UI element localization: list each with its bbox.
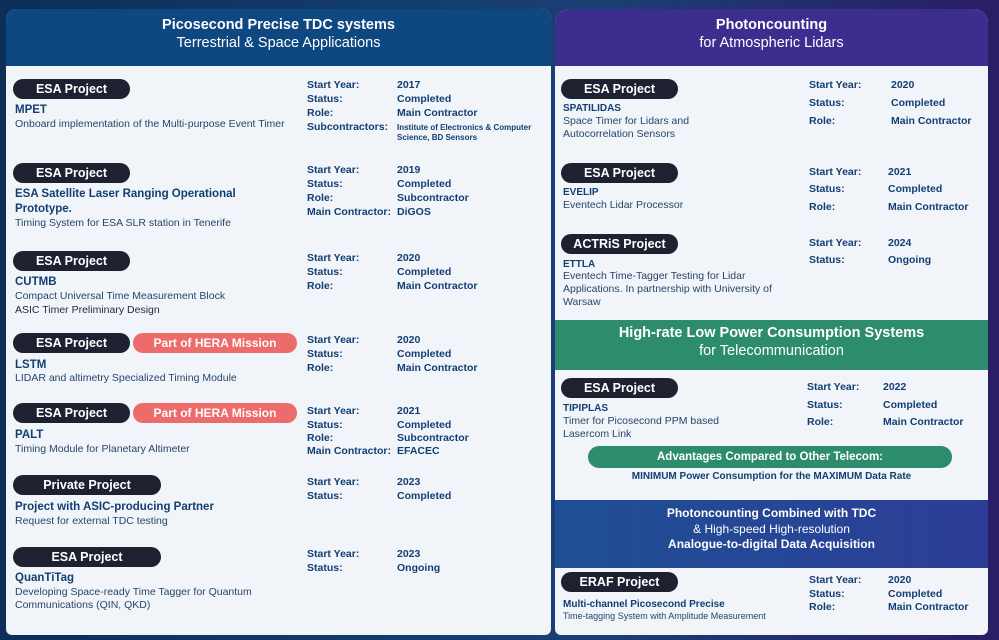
- field-label: Role:: [809, 601, 836, 613]
- project-badge: ESA Project: [561, 79, 678, 99]
- field-value: 2020: [888, 574, 912, 586]
- field-value: Main Contractor: [883, 416, 964, 428]
- field-label: Role:: [809, 201, 836, 213]
- project-description: Compact Universal Time Measurement Block: [15, 290, 226, 302]
- field-value: Completed: [397, 419, 452, 431]
- project-details: [307, 476, 547, 506]
- field-label: Subcontractors:: [307, 121, 389, 133]
- field-label: Start Year:: [307, 405, 360, 417]
- telecom-section-header: [555, 320, 988, 370]
- field-value: Completed: [397, 490, 452, 502]
- field-value: Main Contractor: [397, 107, 478, 119]
- left-panel-header: [6, 9, 551, 66]
- field-label: Role:: [307, 362, 334, 374]
- field-value: Main Contractor: [888, 601, 969, 613]
- photoncounting-tdc-line3: Analogue-to-digital Data Acquisition: [668, 537, 875, 551]
- project-badge: ESA Project: [13, 163, 130, 183]
- field-value: 2021: [888, 166, 912, 178]
- right-panel-title: Photoncounting: [715, 17, 828, 33]
- project-details: [307, 405, 547, 465]
- project-badge: ESA Project: [561, 378, 678, 398]
- field-value: Completed: [891, 97, 946, 109]
- project-badge: ESA Project: [13, 251, 130, 271]
- project-name: QuanTiTag: [15, 572, 74, 584]
- project-description: Request for external TDC testing: [15, 515, 168, 527]
- project-name: SPATILIDAS: [563, 103, 621, 114]
- field-label: Role:: [307, 432, 334, 444]
- field-label: Start Year:: [807, 381, 860, 393]
- project-details: [809, 79, 984, 127]
- project-description: Space Timer for Lidars and Autocorrelation Sensors: [563, 115, 690, 140]
- field-value: 2017: [397, 79, 421, 91]
- left-panel-title: Picosecond Precise TDC systems: [162, 17, 395, 33]
- project-name: ETTLA: [563, 259, 596, 270]
- project-badge: ESA Project: [561, 163, 678, 183]
- field-label: Start Year:: [809, 79, 862, 91]
- hera-mission-badge: Part of HERA Mission: [133, 333, 297, 353]
- field-label: Role:: [307, 192, 334, 204]
- field-label: Start Year:: [307, 164, 360, 176]
- field-value: 2020: [397, 252, 421, 264]
- field-value: Subcontractor: [397, 432, 469, 444]
- field-value: 2023: [397, 476, 421, 488]
- project-description: Time-tagging System with Amplitude Measurement: [563, 611, 766, 621]
- field-label: Status:: [307, 490, 343, 502]
- project-badge: ACTRiS Project: [561, 234, 678, 254]
- field-label: Status:: [809, 254, 845, 266]
- project-description: Developing Space-ready Time Tagger for Quantum Communications (QIN, QKD): [15, 586, 252, 611]
- field-value: Completed: [888, 588, 943, 600]
- field-label: Status:: [307, 93, 343, 105]
- project-name: MPET: [15, 104, 47, 116]
- field-label: Start Year:: [307, 476, 360, 488]
- project-name: CUTMB: [15, 276, 57, 288]
- project-badge: ESA Project: [13, 547, 161, 567]
- field-label: Start Year:: [809, 166, 862, 178]
- field-value: Completed: [397, 93, 452, 105]
- project-badge: ESA Project: [13, 403, 130, 423]
- field-value: DiGOS: [397, 206, 431, 218]
- right-panel-subtitle: for Atmospheric Lidars: [699, 35, 844, 51]
- field-label: Status:: [807, 399, 843, 411]
- field-label: Status:: [809, 97, 845, 109]
- field-value: Ongoing: [888, 254, 932, 266]
- field-label: Role:: [807, 416, 834, 428]
- project-badge: ERAF Project: [561, 572, 678, 592]
- project-badge: ESA Project: [13, 333, 130, 353]
- field-label: Start Year:: [809, 237, 862, 249]
- field-value: 2021: [397, 405, 421, 417]
- field-label: Status:: [307, 178, 343, 190]
- field-value: 2019: [397, 164, 421, 176]
- field-label: Main Contractor:: [307, 445, 391, 457]
- project-name: LSTM: [15, 359, 47, 371]
- telecom-section-title: High-rate Low Power Consumption Systems: [618, 325, 925, 341]
- field-value: Main Contractor: [397, 362, 478, 374]
- field-label: Start Year:: [307, 548, 360, 560]
- field-value: Main Contractor: [888, 201, 969, 213]
- project-name: Project with ASIC-producing Partner: [15, 501, 214, 513]
- project-details: [307, 252, 547, 297]
- photoncounting-tdc-header: [555, 500, 988, 568]
- project-details: [307, 548, 547, 578]
- field-value: 2024: [888, 237, 912, 249]
- project-description: Eventech Lidar Processor: [563, 199, 684, 211]
- field-value: 2020: [891, 79, 915, 91]
- field-value: Ongoing: [397, 562, 441, 574]
- photoncounting-panel: [555, 9, 988, 635]
- field-label: Status:: [809, 183, 845, 195]
- project-badge: Private Project: [13, 475, 161, 495]
- field-label: Main Contractor:: [307, 206, 391, 218]
- project-details: [807, 381, 985, 426]
- field-value: 2023: [397, 548, 421, 560]
- project-description: Timing Module for Planetary Altimeter: [15, 443, 190, 455]
- project-description-secondary: ASIC Timer Preliminary Design: [15, 304, 160, 316]
- field-value: EFACEC: [397, 445, 440, 457]
- project-details: [809, 574, 984, 619]
- field-label: Start Year:: [307, 334, 360, 346]
- hera-mission-badge: Part of HERA Mission: [133, 403, 297, 423]
- photoncounting-tdc-line1: Photoncounting Combined with TDC: [666, 506, 877, 520]
- field-label: Status:: [809, 588, 845, 600]
- field-label: Status:: [307, 562, 343, 574]
- field-label: Start Year:: [307, 252, 360, 264]
- project-description: Onboard implementation of the Multi-purpose Event Timer: [15, 118, 285, 130]
- advantages-label: Advantages Compared to Other Telecom:: [588, 446, 952, 468]
- field-label: Role:: [307, 107, 334, 119]
- project-name: TIPIPLAS: [563, 403, 609, 414]
- left-panel-subtitle: Terrestrial & Space Applications: [176, 35, 381, 51]
- project-description: Timer for Picosecond PPM based Lasercom Link: [563, 415, 720, 440]
- project-description: Timing System for ESA SLR station in Tenerife: [15, 217, 231, 229]
- field-label: Start Year:: [307, 79, 360, 91]
- project-name: Multi-channel Picosecond Precise: [563, 599, 725, 610]
- field-value: Completed: [883, 399, 938, 411]
- project-details: [307, 164, 547, 224]
- right-panel-header: [555, 9, 988, 66]
- field-label: Start Year:: [809, 574, 862, 586]
- telecom-section-subtitle: for Telecommunication: [699, 343, 844, 359]
- field-value: Main Contractor: [397, 280, 478, 292]
- field-value: Subcontractor: [397, 192, 469, 204]
- project-details: [809, 166, 984, 211]
- field-value: 2020: [397, 334, 421, 346]
- project-details: [809, 237, 984, 267]
- field-value: Completed: [397, 178, 452, 190]
- field-label: Status:: [307, 348, 343, 360]
- project-description: LIDAR and altimetry Specialized Timing Module: [15, 372, 237, 384]
- project-details: [307, 334, 547, 379]
- project-description: Eventech Time-Tagger Testing for Lidar Applications. In partnership with University of Warsaw: [563, 270, 772, 308]
- project-name: PALT: [15, 429, 44, 441]
- field-label: Role:: [809, 115, 836, 127]
- project-details: [307, 79, 547, 149]
- field-label: Role:: [307, 280, 334, 292]
- advantages-text: MINIMUM Power Consumption for the MAXIMUM Data Rate: [631, 471, 912, 482]
- project-name: ESA Satellite Laser Ranging Operational Prototype.: [15, 188, 236, 215]
- field-value: Completed: [888, 183, 943, 195]
- field-value: Completed: [397, 266, 452, 278]
- photoncounting-tdc-line2: & High-speed High-resolution: [693, 521, 850, 536]
- project-badge: ESA Project: [13, 79, 130, 99]
- field-label: Status:: [307, 266, 343, 278]
- field-value: Institute of Electronics & Computer Science, BD Sensors: [397, 123, 532, 142]
- field-label: Status:: [307, 419, 343, 431]
- field-value: Main Contractor: [891, 115, 972, 127]
- terrestrial-space-panel: [6, 9, 551, 635]
- project-name: EVELIP: [563, 187, 599, 198]
- field-value: 2022: [883, 381, 907, 393]
- field-value: Completed: [397, 348, 452, 360]
